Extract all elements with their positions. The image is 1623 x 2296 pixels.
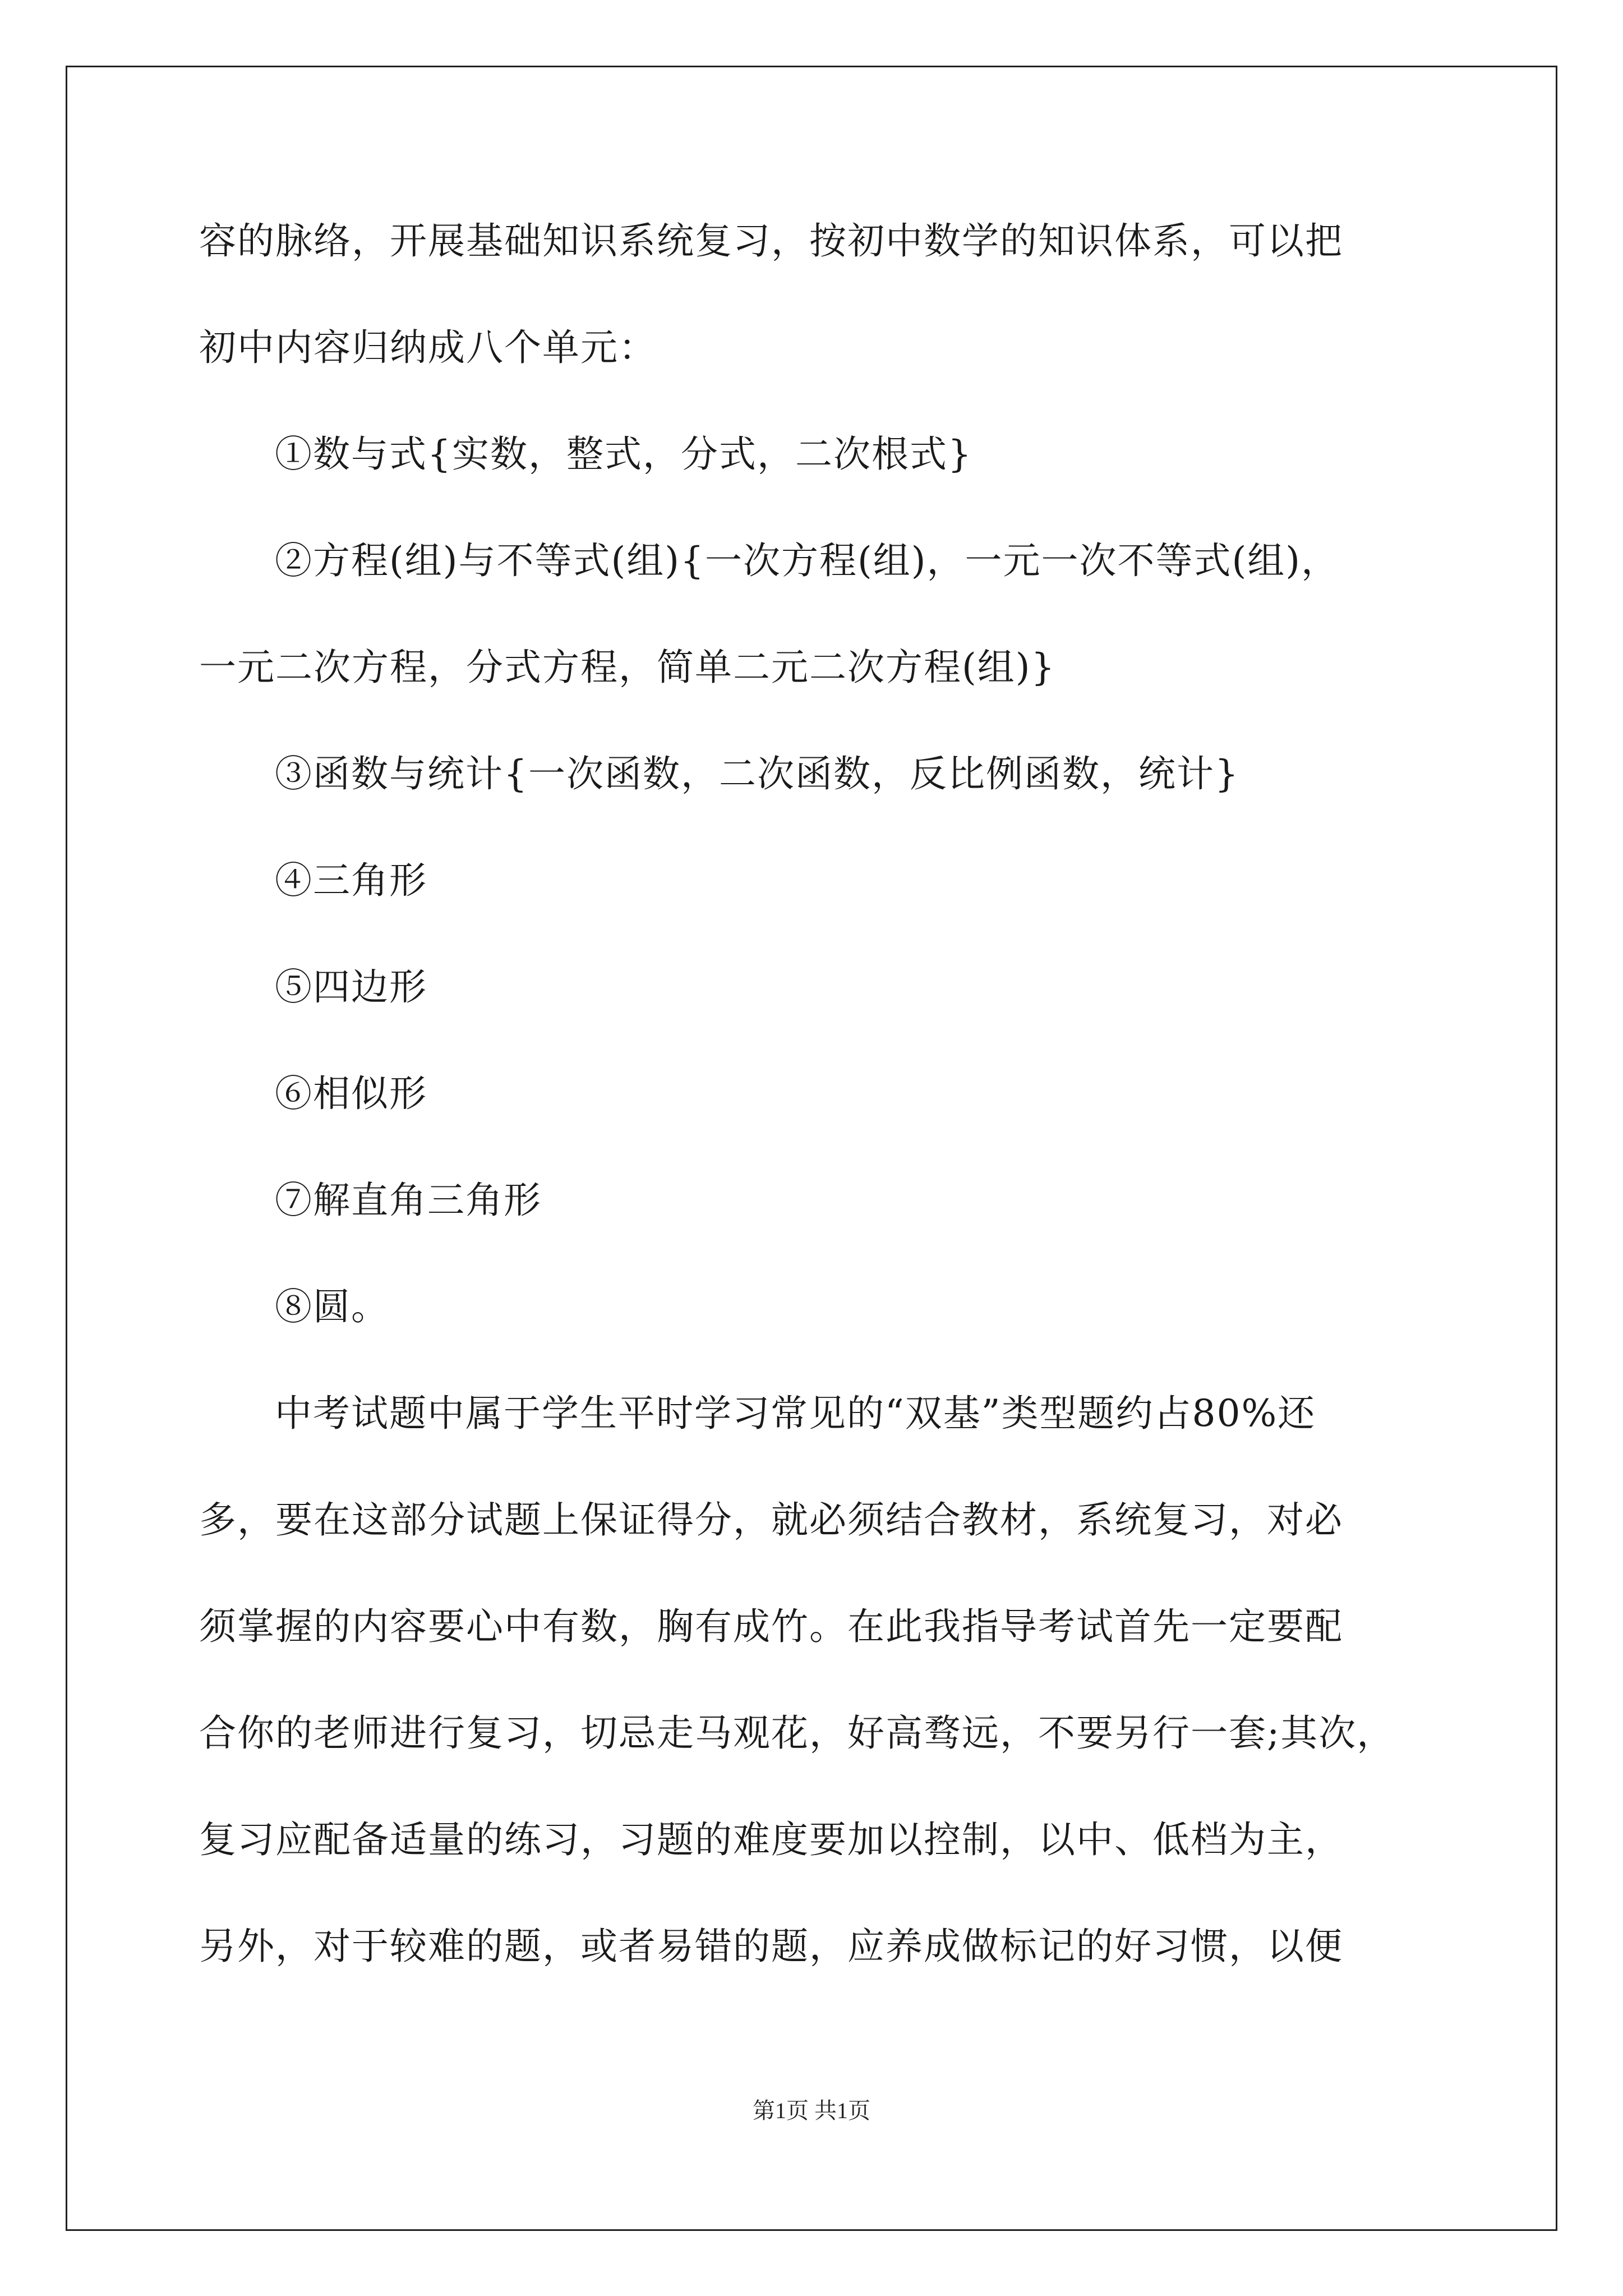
paragraph-start: 中考试题中属于学生平时学习常见的“双基”类型题约占80%还: [275, 1392, 1316, 1435]
list-item-1: ①数与式{实数，整式，分式，二次根式}: [275, 432, 972, 476]
page-footer: 第1页 共1页: [753, 2098, 870, 2123]
text-line: 须掌握的内容要心中有数，胸有成竹。在此我指导考试首先一定要配: [199, 1605, 1343, 1648]
list-item-3: ③函数与统计{一次函数，二次函数，反比例函数，统计}: [275, 752, 1239, 795]
list-item-6: ⑥相似形: [275, 1072, 427, 1115]
list-item-4: ④三角形: [275, 859, 427, 902]
text-line: 容的脉络，开展基础知识系统复习，按初中数学的知识体系，可以把: [199, 219, 1343, 263]
text-line: 多，要在这部分试题上保证得分，就必须结合教材，系统复习，对必: [199, 1498, 1343, 1542]
list-item-7: ⑦解直角三角形: [275, 1179, 542, 1222]
text-line: 复习应配备适量的练习，习题的难度要加以控制，以中、低档为主，: [199, 1818, 1343, 1861]
text-line: 另外，对于较难的题，或者易错的题，应养成做标记的好习惯，以便: [199, 1925, 1343, 1968]
page-border: [66, 66, 1557, 2231]
list-item-8: ⑧圆。: [275, 1285, 389, 1328]
text-line: 合你的老师进行复习，切忌走马观花，好高骛远，不要另行一套;其次，: [199, 1711, 1395, 1755]
list-item-2: ②方程(组)与不等式(组){一次方程(组)，一元一次不等式(组)，: [275, 539, 1339, 582]
text-line: 一元二次方程，分式方程，简单二元二次方程(组)}: [199, 646, 1056, 689]
text-line: 初中内容归纳成八个单元：: [199, 326, 657, 369]
list-item-5: ⑤四边形: [275, 965, 427, 1009]
